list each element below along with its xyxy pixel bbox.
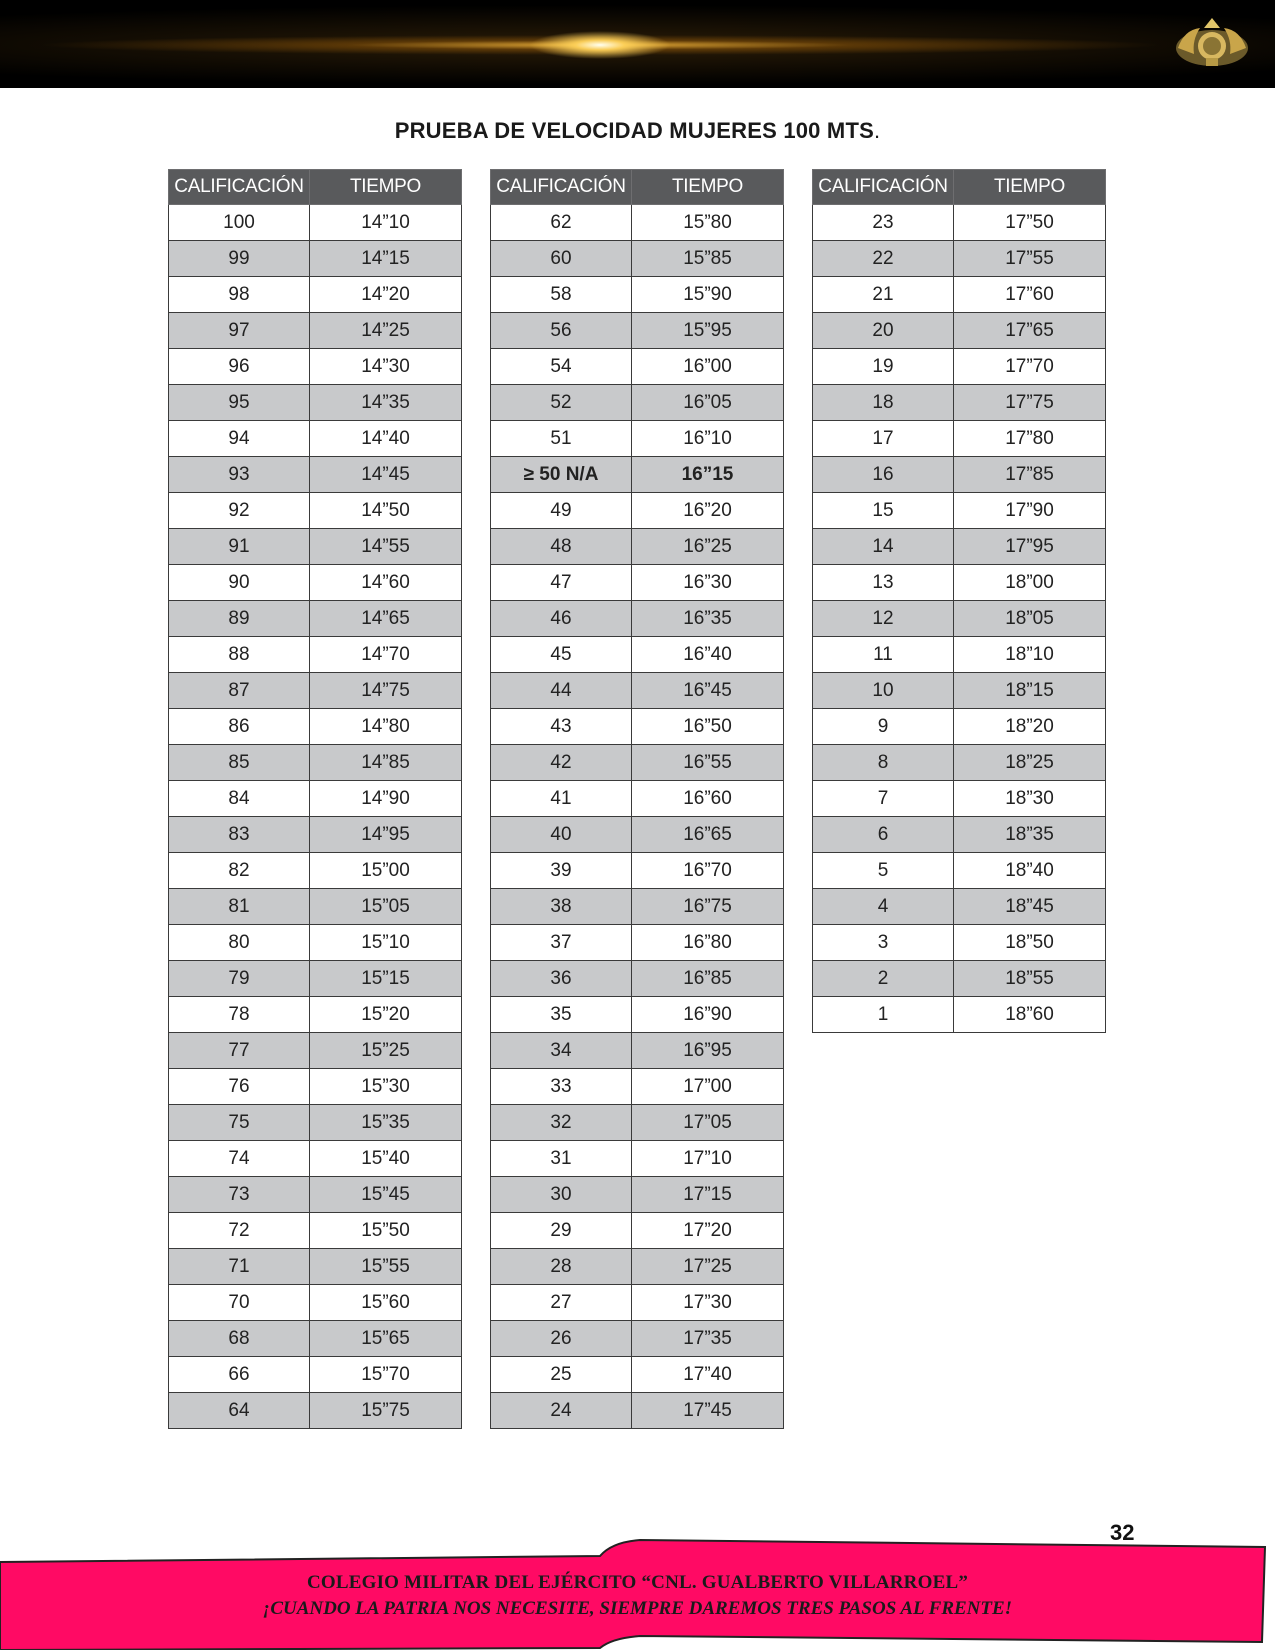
time-cell: 15”95 [632, 313, 784, 349]
time-cell: 15”50 [310, 1213, 462, 1249]
grade-cell: 19 [813, 349, 954, 385]
time-cell: 16”40 [632, 637, 784, 673]
table-row [491, 493, 784, 529]
table-row [169, 277, 462, 313]
time-cell: 14”85 [310, 745, 462, 781]
time-cell: 15”00 [310, 853, 462, 889]
grade-cell: 9 [813, 709, 954, 745]
grade-cell: 10 [813, 673, 954, 709]
grade-cell: 62 [491, 205, 632, 241]
grade-cell: 35 [491, 997, 632, 1033]
table-row [813, 205, 1106, 241]
time-cell: 17”30 [632, 1285, 784, 1321]
grade-cell: 11 [813, 637, 954, 673]
grade-cell: 74 [169, 1141, 310, 1177]
grade-cell: 17 [813, 421, 954, 457]
time-cell: 14”50 [310, 493, 462, 529]
time-cell: 15”65 [310, 1321, 462, 1357]
table-row [813, 961, 1106, 997]
table-row [491, 457, 784, 493]
table-row [169, 1249, 462, 1285]
time-cell: 14”40 [310, 421, 462, 457]
grade-cell: 45 [491, 637, 632, 673]
table-row [813, 277, 1106, 313]
time-cell: 17”90 [954, 493, 1106, 529]
grade-cell: 20 [813, 313, 954, 349]
grade-cell: 99 [169, 241, 310, 277]
time-cell: 16”60 [632, 781, 784, 817]
time-cell: 16”85 [632, 961, 784, 997]
grade-cell: 5 [813, 853, 954, 889]
time-cell: 18”45 [954, 889, 1106, 925]
table-row [491, 205, 784, 241]
table-row [169, 421, 462, 457]
grade-cell: 36 [491, 961, 632, 997]
grade-cell: 34 [491, 1033, 632, 1069]
grade-cell: 23 [813, 205, 954, 241]
time-cell: 15”25 [310, 1033, 462, 1069]
table-row [813, 853, 1106, 889]
time-cell: 14”30 [310, 349, 462, 385]
time-cell: 18”50 [954, 925, 1106, 961]
grade-cell: 24 [491, 1393, 632, 1429]
time-cell: 17”10 [632, 1141, 784, 1177]
grade-cell: 54 [491, 349, 632, 385]
column-header-grade: CALIFICACIÓN [169, 170, 310, 205]
time-cell: 17”40 [632, 1357, 784, 1393]
table-row [169, 925, 462, 961]
time-cell: 14”45 [310, 457, 462, 493]
grade-cell: 82 [169, 853, 310, 889]
grade-cell: 3 [813, 925, 954, 961]
table-row [491, 385, 784, 421]
time-cell: 16”15 [632, 457, 784, 493]
grade-cell: 52 [491, 385, 632, 421]
time-cell: 15”75 [310, 1393, 462, 1429]
table-row [169, 385, 462, 421]
table-row [491, 781, 784, 817]
grade-cell: 84 [169, 781, 310, 817]
table-row [491, 1177, 784, 1213]
time-cell: 17”60 [954, 277, 1106, 313]
time-cell: 15”45 [310, 1177, 462, 1213]
grade-cell: 95 [169, 385, 310, 421]
table-row [813, 241, 1106, 277]
grade-cell: 16 [813, 457, 954, 493]
time-cell: 18”55 [954, 961, 1106, 997]
footer-text [0, 1572, 1275, 1620]
table-row [491, 925, 784, 961]
grade-cell: 58 [491, 277, 632, 313]
time-cell: 18”15 [954, 673, 1106, 709]
time-cell: 16”30 [632, 565, 784, 601]
grade-cell: 44 [491, 673, 632, 709]
table-row [491, 313, 784, 349]
time-cell: 17”00 [632, 1069, 784, 1105]
grade-cell: 22 [813, 241, 954, 277]
grade-cell: 94 [169, 421, 310, 457]
table-row [491, 601, 784, 637]
time-cell: 14”25 [310, 313, 462, 349]
grade-cell: 18 [813, 385, 954, 421]
grade-cell: 75 [169, 1105, 310, 1141]
grade-cell: 100 [169, 205, 310, 241]
grade-cell: 29 [491, 1213, 632, 1249]
time-cell: 17”20 [632, 1213, 784, 1249]
grade-cell: 68 [169, 1321, 310, 1357]
grade-cell: 1 [813, 997, 954, 1033]
grade-cell: 40 [491, 817, 632, 853]
table-row [813, 565, 1106, 601]
time-cell: 14”35 [310, 385, 462, 421]
table-row [813, 313, 1106, 349]
table-row [491, 1069, 784, 1105]
table-row [491, 349, 784, 385]
time-cell: 18”25 [954, 745, 1106, 781]
time-cell: 17”35 [632, 1321, 784, 1357]
grade-cell: 66 [169, 1357, 310, 1393]
table-row [169, 745, 462, 781]
table-row [169, 349, 462, 385]
grade-cell: 12 [813, 601, 954, 637]
time-cell: 16”95 [632, 1033, 784, 1069]
table-row [169, 709, 462, 745]
header-band [0, 0, 1275, 88]
table-row [169, 493, 462, 529]
military-emblem-icon [1170, 14, 1254, 74]
column-header-grade: CALIFICACIÓN [491, 170, 632, 205]
grade-cell: 41 [491, 781, 632, 817]
page-title: PRUEBA DE VELOCIDAD MUJERES 100 MTS. [394, 118, 881, 143]
table-row [169, 601, 462, 637]
time-cell: 17”45 [632, 1393, 784, 1429]
grade-cell: 70 [169, 1285, 310, 1321]
table-row [169, 241, 462, 277]
table-row [169, 853, 462, 889]
table-row [491, 817, 784, 853]
table-row [491, 1285, 784, 1321]
time-cell: 15”20 [310, 997, 462, 1033]
table-row [491, 637, 784, 673]
grade-cell: 30 [491, 1177, 632, 1213]
column-header-time: TIEMPO [954, 170, 1106, 205]
time-cell: 15”90 [632, 277, 784, 313]
time-cell: 15”55 [310, 1249, 462, 1285]
table-row [813, 529, 1106, 565]
grade-cell: 86 [169, 709, 310, 745]
time-cell: 16”45 [632, 673, 784, 709]
table-row [169, 205, 462, 241]
time-cell: 17”65 [954, 313, 1106, 349]
table-row [169, 1033, 462, 1069]
grade-cell: 15 [813, 493, 954, 529]
table-row [169, 781, 462, 817]
grade-cell: 25 [491, 1357, 632, 1393]
grade-cell: 27 [491, 1285, 632, 1321]
grade-cell: 80 [169, 925, 310, 961]
grade-cell: 96 [169, 349, 310, 385]
table-row [169, 313, 462, 349]
table-row [169, 889, 462, 925]
grade-cell: 4 [813, 889, 954, 925]
grade-cell: 98 [169, 277, 310, 313]
footer-motto: ¡CUANDO LA PATRIA NOS NECESITE, SIEMPRE DAREMOS TRES PASOS AL FRENTE! [262, 1598, 1013, 1619]
time-cell: 14”20 [310, 277, 462, 313]
table-row [491, 1213, 784, 1249]
column-header-time: TIEMPO [632, 170, 784, 205]
grade-cell: 97 [169, 313, 310, 349]
time-cell: 15”70 [310, 1357, 462, 1393]
grade-cell: 14 [813, 529, 954, 565]
table-row [813, 457, 1106, 493]
grade-cell: 38 [491, 889, 632, 925]
table-row [491, 1033, 784, 1069]
time-cell: 18”30 [954, 781, 1106, 817]
table-row [491, 961, 784, 997]
grade-cell: 47 [491, 565, 632, 601]
time-cell: 16”50 [632, 709, 784, 745]
time-cell: 15”80 [632, 205, 784, 241]
time-cell: 17”70 [954, 349, 1106, 385]
table-row [491, 1141, 784, 1177]
grade-cell: 31 [491, 1141, 632, 1177]
grade-cell: 43 [491, 709, 632, 745]
time-cell: 17”75 [954, 385, 1106, 421]
grade-cell: 60 [491, 241, 632, 277]
time-cell: 14”80 [310, 709, 462, 745]
time-cell: 16”75 [632, 889, 784, 925]
table-row [491, 853, 784, 889]
grade-cell: 72 [169, 1213, 310, 1249]
grade-cell: 64 [169, 1393, 310, 1429]
time-cell: 17”80 [954, 421, 1106, 457]
time-cell: 16”35 [632, 601, 784, 637]
table-row [491, 889, 784, 925]
table-row [169, 961, 462, 997]
time-cell: 14”60 [310, 565, 462, 601]
grade-cell: 89 [169, 601, 310, 637]
grade-cell: 87 [169, 673, 310, 709]
table-row [169, 997, 462, 1033]
table-row [169, 673, 462, 709]
table-row [491, 529, 784, 565]
table-row [169, 1141, 462, 1177]
table-row [813, 997, 1106, 1033]
grade-table-1 [168, 169, 462, 1429]
time-cell: 17”85 [954, 457, 1106, 493]
table-row [491, 565, 784, 601]
table-row [169, 1213, 462, 1249]
table-row [169, 457, 462, 493]
grade-cell: 33 [491, 1069, 632, 1105]
table-row [813, 673, 1106, 709]
table-row [813, 709, 1106, 745]
time-cell: 18”60 [954, 997, 1106, 1033]
table-row [169, 1357, 462, 1393]
grade-cell: 71 [169, 1249, 310, 1285]
table-row [813, 925, 1106, 961]
grade-cell: 49 [491, 493, 632, 529]
table-row [491, 709, 784, 745]
grade-cell: 6 [813, 817, 954, 853]
time-cell: 16”20 [632, 493, 784, 529]
table-row [169, 817, 462, 853]
time-cell: 16”00 [632, 349, 784, 385]
grade-cell: 90 [169, 565, 310, 601]
time-cell: 17”55 [954, 241, 1106, 277]
grade-cell: 78 [169, 997, 310, 1033]
table-row [169, 1069, 462, 1105]
time-cell: 15”05 [310, 889, 462, 925]
table-row [813, 781, 1106, 817]
page-number: 32 [1110, 1520, 1135, 1545]
time-cell: 14”75 [310, 673, 462, 709]
time-cell: 15”40 [310, 1141, 462, 1177]
grade-cell: 93 [169, 457, 310, 493]
grade-cell: 51 [491, 421, 632, 457]
grade-cell: 91 [169, 529, 310, 565]
grade-cell: 76 [169, 1069, 310, 1105]
grade-cell: 81 [169, 889, 310, 925]
table-row [491, 673, 784, 709]
table-row [169, 1285, 462, 1321]
time-cell: 14”10 [310, 205, 462, 241]
time-cell: 15”60 [310, 1285, 462, 1321]
light-flare [0, 0, 1275, 88]
table-row [491, 277, 784, 313]
time-cell: 15”10 [310, 925, 462, 961]
time-cell: 14”15 [310, 241, 462, 277]
grade-cell: 92 [169, 493, 310, 529]
table-row [169, 1321, 462, 1357]
time-cell: 16”25 [632, 529, 784, 565]
grade-table-2 [490, 169, 784, 1429]
grade-cell: 48 [491, 529, 632, 565]
time-cell: 18”40 [954, 853, 1106, 889]
time-cell: 17”95 [954, 529, 1106, 565]
grade-cell: 85 [169, 745, 310, 781]
grade-cell: 42 [491, 745, 632, 781]
grade-cell: 32 [491, 1105, 632, 1141]
time-cell: 17”15 [632, 1177, 784, 1213]
grade-cell: ≥ 50 N/A [491, 457, 632, 493]
table-row [169, 565, 462, 601]
time-cell: 15”15 [310, 961, 462, 997]
table-row [169, 1177, 462, 1213]
grade-cell: 77 [169, 1033, 310, 1069]
table-row [813, 493, 1106, 529]
grade-cell: 8 [813, 745, 954, 781]
grade-cell: 28 [491, 1249, 632, 1285]
table-row [169, 529, 462, 565]
grade-cell: 88 [169, 637, 310, 673]
grade-cell: 73 [169, 1177, 310, 1213]
grade-cell: 79 [169, 961, 310, 997]
time-cell: 15”35 [310, 1105, 462, 1141]
time-cell: 18”05 [954, 601, 1106, 637]
table-row [813, 745, 1106, 781]
time-cell: 18”20 [954, 709, 1106, 745]
table-row [491, 745, 784, 781]
time-cell: 16”10 [632, 421, 784, 457]
grade-cell: 13 [813, 565, 954, 601]
time-cell: 16”55 [632, 745, 784, 781]
table-row [491, 1321, 784, 1357]
table-row [813, 385, 1106, 421]
table-row [491, 1357, 784, 1393]
time-cell: 15”85 [632, 241, 784, 277]
time-cell: 18”00 [954, 565, 1106, 601]
table-row [813, 889, 1106, 925]
grade-cell: 21 [813, 277, 954, 313]
time-cell: 17”50 [954, 205, 1106, 241]
grade-cell: 2 [813, 961, 954, 997]
time-cell: 16”90 [632, 997, 784, 1033]
grade-table-3 [812, 169, 1106, 1033]
column-header-time: TIEMPO [310, 170, 462, 205]
time-cell: 14”90 [310, 781, 462, 817]
table-row [491, 241, 784, 277]
time-cell: 14”95 [310, 817, 462, 853]
grade-cell: 39 [491, 853, 632, 889]
time-cell: 16”05 [632, 385, 784, 421]
time-cell: 15”30 [310, 1069, 462, 1105]
table-row [491, 421, 784, 457]
time-cell: 17”25 [632, 1249, 784, 1285]
table-row [813, 421, 1106, 457]
grade-cell: 46 [491, 601, 632, 637]
table-row [169, 1393, 462, 1429]
table-row [813, 601, 1106, 637]
grade-cell: 26 [491, 1321, 632, 1357]
grade-cell: 7 [813, 781, 954, 817]
time-cell: 16”80 [632, 925, 784, 961]
time-cell: 18”35 [954, 817, 1106, 853]
footer-institution: COLEGIO MILITAR DEL EJÉRCITO “CNL. GUALBERTO VILLARROEL” [306, 1572, 969, 1593]
table-row [491, 997, 784, 1033]
time-cell: 14”55 [310, 529, 462, 565]
table-row [169, 1105, 462, 1141]
table-row [813, 637, 1106, 673]
table-row [491, 1393, 784, 1429]
time-cell: 14”70 [310, 637, 462, 673]
time-cell: 16”70 [632, 853, 784, 889]
time-cell: 16”65 [632, 817, 784, 853]
time-cell: 14”65 [310, 601, 462, 637]
grade-cell: 37 [491, 925, 632, 961]
grade-cell: 56 [491, 313, 632, 349]
time-cell: 17”05 [632, 1105, 784, 1141]
time-cell: 18”10 [954, 637, 1106, 673]
column-header-grade: CALIFICACIÓN [813, 170, 954, 205]
table-row [491, 1105, 784, 1141]
grade-cell: 83 [169, 817, 310, 853]
table-row [491, 1249, 784, 1285]
table-row [813, 817, 1106, 853]
table-row [169, 637, 462, 673]
table-row [813, 349, 1106, 385]
